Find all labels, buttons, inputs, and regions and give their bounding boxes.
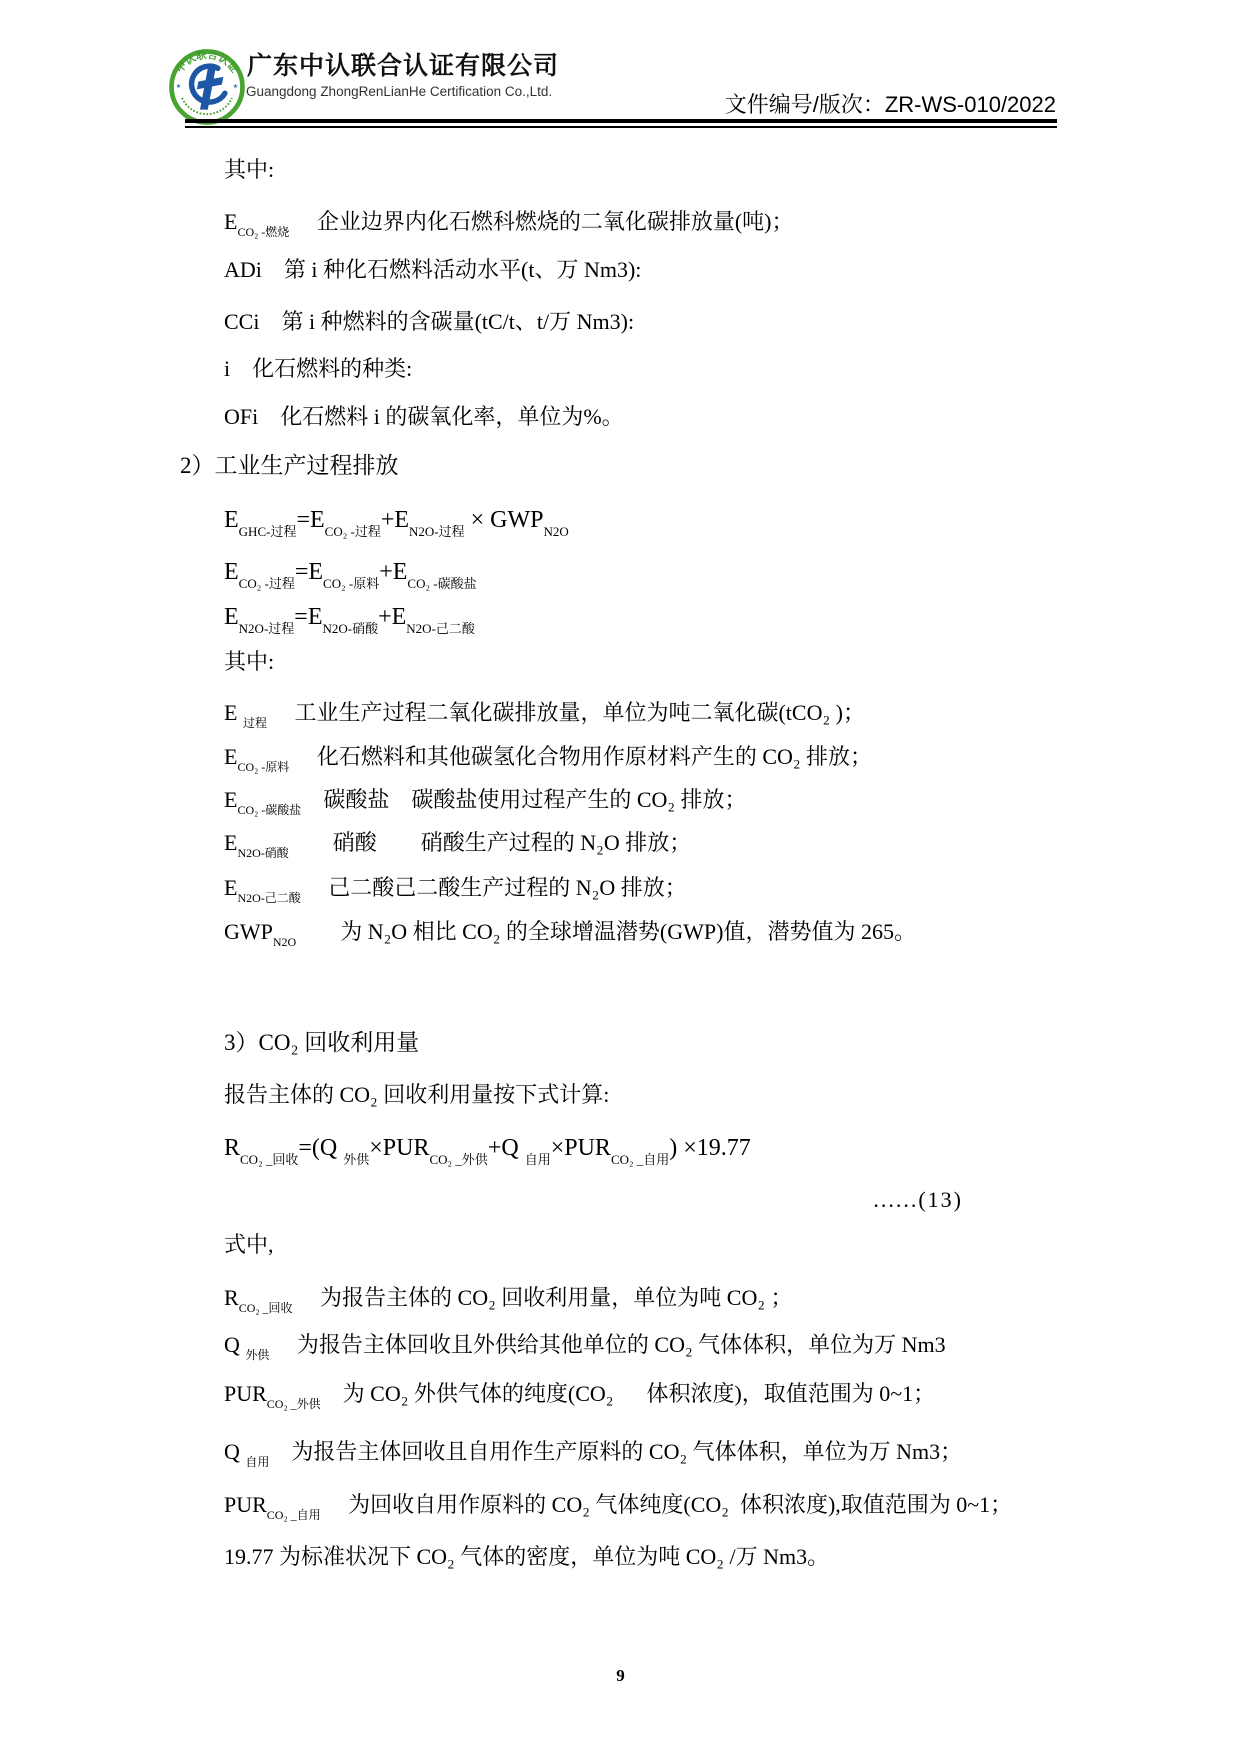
subscript-text: CO₂ -过程 xyxy=(238,576,295,591)
document-line-2 xyxy=(224,206,793,248)
subscript-text: CO₂ -原料 xyxy=(323,576,380,591)
document-line-22 xyxy=(224,1229,274,1261)
text-run: 为回收自用作原料的 CO₂ 气体纯度(CO₂ 体积浓度),取值范围为 0~1； xyxy=(320,1492,1013,1517)
subscript-text: GHC-过程 xyxy=(238,524,297,539)
document-line-28 xyxy=(224,1541,829,1573)
subscript-text: CO₂ _回收 xyxy=(240,1152,299,1167)
document-line-12 xyxy=(224,697,865,739)
subscript-text: CO₂ -碳酸盐 xyxy=(407,576,477,591)
text-run: i 化石燃料的种类: xyxy=(224,356,413,381)
document-line-17 xyxy=(224,916,916,958)
text-run: +E xyxy=(379,559,408,585)
text-run: 2）工业生产过程排放 xyxy=(180,453,399,478)
text-run: E xyxy=(224,507,239,533)
text-run: E xyxy=(224,830,238,855)
text-run: PUR xyxy=(224,1492,267,1517)
text-run: E xyxy=(224,559,239,585)
text-run: ADi 第 i 种化石燃料活动水平(t、万 Nm3): xyxy=(224,257,642,282)
text-run: CCi 第 i 种燃料的含碳量(tC/t、t/万 Nm3): xyxy=(224,309,635,334)
company-name-zh: 广东中认联合认证有限公司 xyxy=(247,52,560,80)
subscript-text: N2O-硝酸 xyxy=(237,846,289,860)
text-run: ) ×19.77 xyxy=(669,1135,751,1161)
document-line-6 xyxy=(224,401,624,433)
document-line-11 xyxy=(224,646,274,678)
document-line-5 xyxy=(224,353,412,385)
text-run: +E xyxy=(380,507,410,533)
text-run: E xyxy=(224,875,238,900)
text-run: × GWP xyxy=(464,507,544,533)
company-name-en: Guangdong ZhongRenLianHe Certification Co.,Ltd. xyxy=(246,84,553,99)
document-line-26 xyxy=(224,1436,962,1478)
subscript-text: 自用 xyxy=(524,1152,551,1167)
text-run: 为 CO₂ 外供气体的纯度(CO₂ 体积浓度)，取值范围为 0~1； xyxy=(320,1381,936,1406)
document-line-4 xyxy=(224,306,634,338)
text-run: ×PUR xyxy=(369,1135,430,1161)
subscript-text: CO₂ _自用 xyxy=(266,1508,321,1522)
subscript-text: N2O-己二酸 xyxy=(406,621,475,636)
text-run: =(Q xyxy=(298,1135,344,1161)
subscript-text: N2O-过程 xyxy=(409,524,465,539)
text-run: E xyxy=(224,209,238,234)
text-run: 其中: xyxy=(224,649,275,674)
text-run: 为报告主体回收且自用作生产原料的 CO₂ 气体体积，单位为万 Nm3； xyxy=(269,1439,963,1464)
subscript-text: CO₂ -燃烧 xyxy=(237,225,290,239)
subscript-text: CO₂ -碳酸盐 xyxy=(237,803,302,817)
document-line-14 xyxy=(224,784,747,826)
document-line-21 xyxy=(873,1184,963,1216)
text-run: +E xyxy=(378,604,407,630)
text-run: 企业边界内化石燃科燃烧的二氧化碳排放量(吨)； xyxy=(289,209,794,234)
subscript-text: 外供 xyxy=(343,1152,370,1167)
page-number: 9 xyxy=(616,1666,625,1685)
document-line-3 xyxy=(224,254,641,286)
subscript-text: CO₂ _外供 xyxy=(429,1152,488,1167)
text-run: OFi 化石燃料 i 的碳氧化率，单位为%。 xyxy=(224,404,624,429)
text-run: 为 N₂O 相比 CO₂ 的全球增温潜势(GWP)值，潜势值为 265。 xyxy=(296,919,916,944)
text-run: PUR xyxy=(224,1381,267,1406)
subscript-text: CO₂ _回收 xyxy=(238,1301,293,1315)
text-run: R xyxy=(224,1135,241,1161)
text-run: +Q xyxy=(487,1135,525,1161)
text-run: 己二酸己二酸生产过程的 N₂O 排放； xyxy=(300,875,687,900)
text-run: 3）CO₂ 回收利用量 xyxy=(224,1030,420,1055)
document-line-7 xyxy=(180,450,399,482)
subscript-text: CO₂ _自用 xyxy=(610,1152,670,1167)
logo-star-left-icon: ★ xyxy=(175,82,182,90)
text-run: 19.77 为标准状况下 CO₂ 气体的密度，单位为吨 CO₂ /万 Nm3。 xyxy=(224,1544,830,1569)
subscript-text: CO₂ -原料 xyxy=(237,760,290,774)
document-line-18 xyxy=(224,1027,419,1059)
logo-ring-text: 中认联合认证 xyxy=(173,49,241,76)
document-line-15 xyxy=(224,827,691,869)
subscript-text: N2O-硝酸 xyxy=(322,621,379,636)
text-run: Q xyxy=(224,1439,246,1464)
subscript-text: N2O-过程 xyxy=(238,621,295,636)
text-run: 为报告主体回收且外供给其他单位的 CO₂ 气体体积，单位为万 Nm3 xyxy=(269,1332,946,1357)
text-run: 工业生产过程二氧化碳排放量，单位为吨二氧化碳(tCO₂ )； xyxy=(266,700,865,725)
document-line-13 xyxy=(224,741,872,783)
subscript-text: 过程 xyxy=(242,716,267,730)
document-line-16 xyxy=(224,872,687,914)
text-run: E xyxy=(224,744,238,769)
text-run: Q xyxy=(224,1332,246,1357)
text-run: E xyxy=(224,787,238,812)
text-run: 为报告主体的 CO₂ 回收利用量，单位为吨 CO₂ ； xyxy=(292,1285,793,1310)
text-run: 式中, xyxy=(224,1232,274,1257)
subscript-text: CO₂ _外供 xyxy=(266,1397,321,1411)
text-run: E xyxy=(224,604,239,630)
document-line-24 xyxy=(224,1329,946,1371)
text-run: =E xyxy=(294,604,323,630)
document-line-8 xyxy=(224,504,569,548)
document-line-25 xyxy=(224,1378,935,1420)
text-run: 报告主体的 CO₂ 回收利用量按下式计算: xyxy=(224,1082,610,1107)
text-run: ×PUR xyxy=(550,1135,611,1161)
subscript-text: N2O xyxy=(543,524,569,539)
text-run: =E xyxy=(296,507,325,533)
document-line-9 xyxy=(224,556,477,600)
document-line-1 xyxy=(224,154,274,186)
document-line-23 xyxy=(224,1282,793,1324)
text-run: =E xyxy=(294,559,324,585)
text-run: 化石燃料和其他碳氢化合物用作原材料产生的 CO₂ 排放； xyxy=(289,744,873,769)
logo-star-right-icon: ★ xyxy=(232,82,239,90)
text-run: ......(13) xyxy=(873,1187,963,1212)
text-run: 其中: xyxy=(224,157,275,182)
document-line-27 xyxy=(224,1489,1012,1531)
subscript-text: 外供 xyxy=(245,1348,270,1362)
text-run: R xyxy=(224,1285,239,1310)
text-run: GWP xyxy=(224,919,273,944)
text-run: 碳酸盐 碳酸盐使用过程产生的 CO₂ 排放； xyxy=(301,787,747,812)
subscript-text: N2O-己二酸 xyxy=(237,891,301,905)
text-run: E xyxy=(224,700,243,725)
subscript-text: 自用 xyxy=(245,1455,270,1469)
subscript-text: N2O xyxy=(272,935,297,949)
text-run: 硝酸 硝酸生产过程的 N₂O 排放； xyxy=(288,830,692,855)
document-line-20 xyxy=(224,1132,751,1176)
doc-number: 文件编号/版次：ZR-WS-010/2022 xyxy=(724,92,1056,117)
document-line-10 xyxy=(224,601,475,645)
subscript-text: CO₂ -过程 xyxy=(324,524,381,539)
document-line-19 xyxy=(224,1079,609,1111)
